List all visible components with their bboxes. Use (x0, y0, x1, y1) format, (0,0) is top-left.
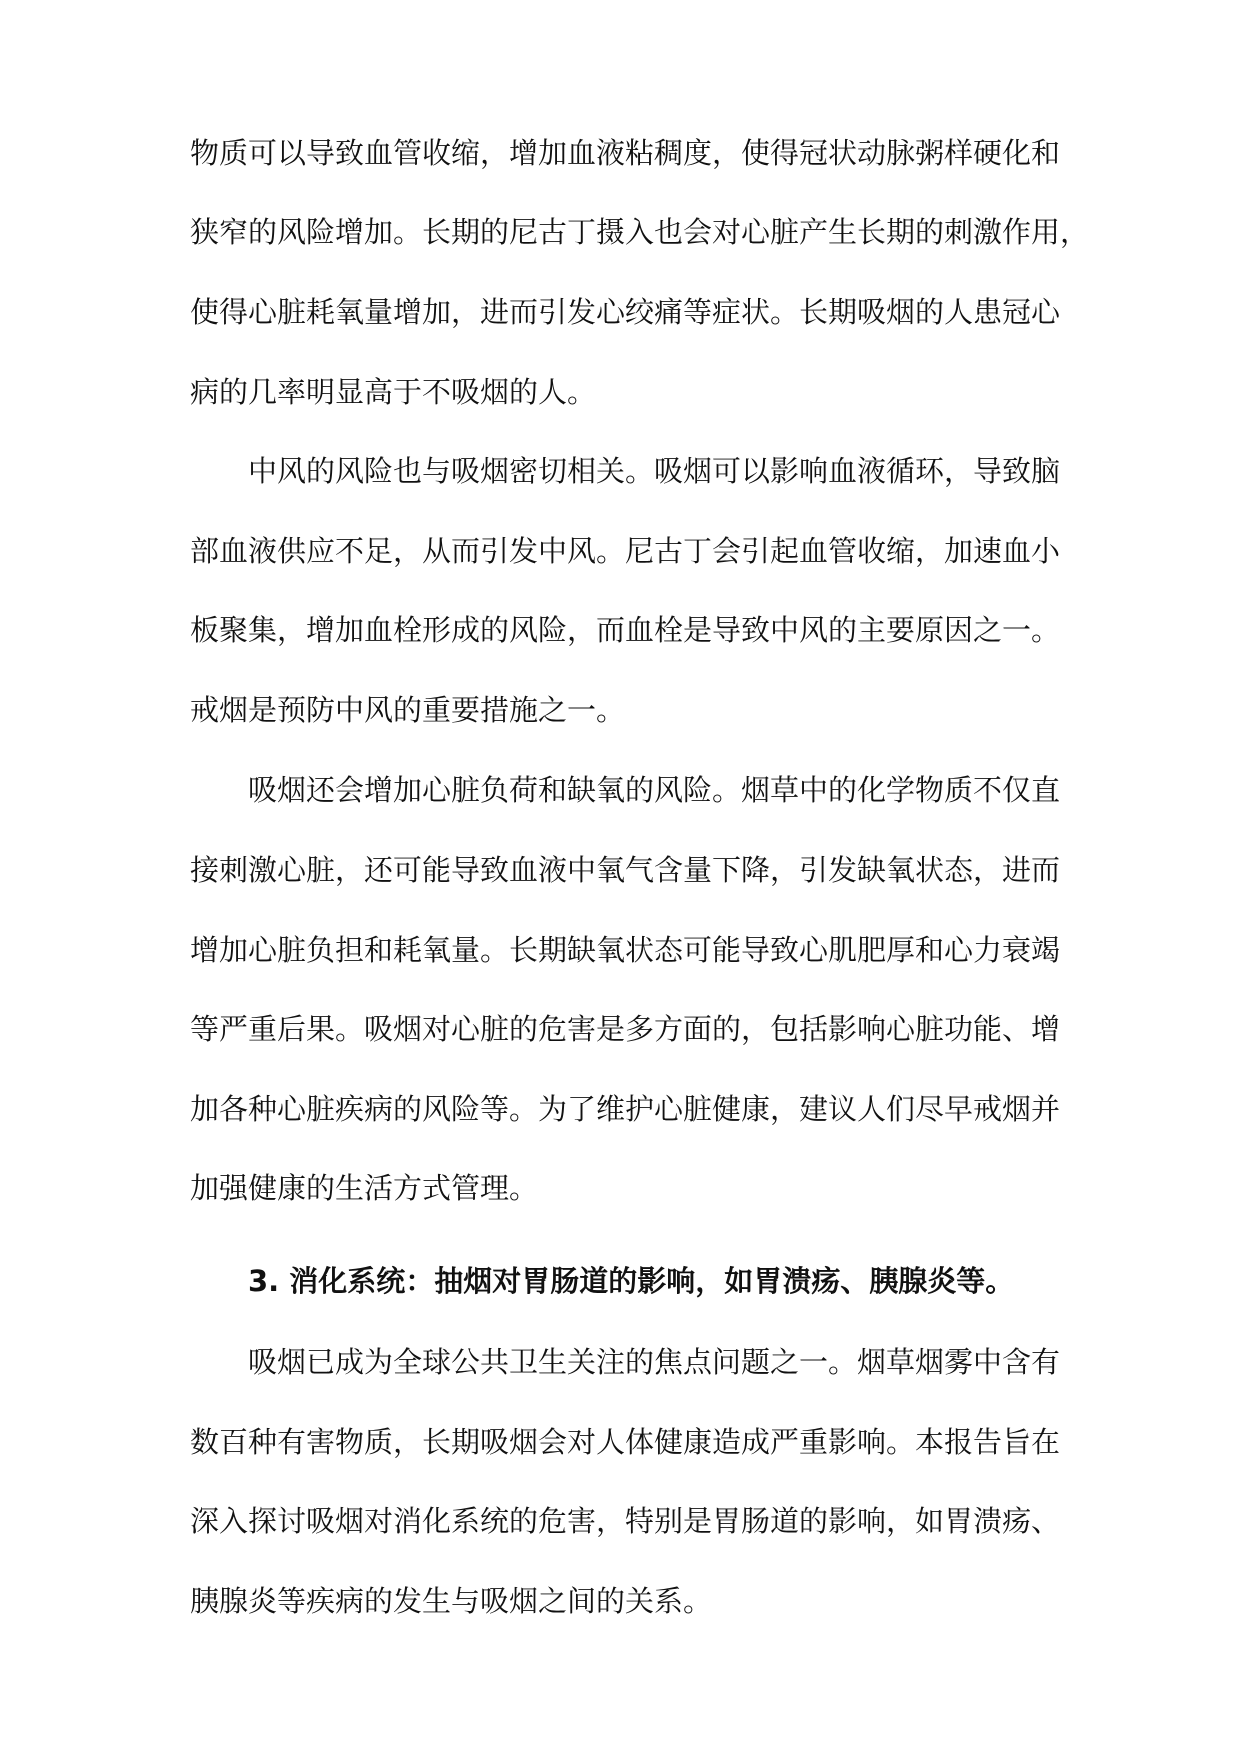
section-heading: 3. 消化系统：抽烟对胃肠道的影响，如胃溃疡、胰腺炎等。 (248, 1264, 1015, 1298)
paragraph-line: 等严重后果。吸烟对心脏的危害是多方面的，包括影响心脏功能、增 (190, 1012, 1061, 1046)
paragraph-line: 戒烟是预防中风的重要措施之一。 (190, 693, 626, 727)
paragraph-line: 加强健康的生活方式管理。 (190, 1171, 539, 1205)
paragraph-line: 使得心脏耗氧量增加，进而引发心绞痛等症状。长期吸烟的人患冠心 (190, 295, 1061, 329)
paragraph-line: 吸烟还会增加心脏负荷和缺氧的风险。烟草中的化学物质不仅直 (248, 773, 1061, 807)
paragraph-line: 增加心脏负担和耗氧量。长期缺氧状态可能导致心肌肥厚和心力衰竭 (190, 933, 1061, 967)
paragraph-line: 加各种心脏疾病的风险等。为了维护心脏健康，建议人们尽早戒烟并 (190, 1092, 1061, 1126)
paragraph-line: 物质可以导致血管收缩，增加血液粘稠度，使得冠状动脉粥样硬化和 (190, 136, 1061, 170)
paragraph-line: 病的几率明显高于不吸烟的人。 (190, 375, 597, 409)
paragraph-line: 接刺激心脏，还可能导致血液中氧气含量下降，引发缺氧状态，进而 (190, 853, 1061, 887)
paragraph-line: 部血液供应不足，从而引发中风。尼古丁会引起血管收缩，加速血小 (190, 534, 1061, 568)
paragraph-line: 中风的风险也与吸烟密切相关。吸烟可以影响血液循环，导致脑 (248, 454, 1061, 488)
paragraph-line: 数百种有害物质，长期吸烟会对人体健康造成严重影响。本报告旨在 (190, 1425, 1061, 1459)
paragraph-line: 吸烟已成为全球公共卫生关注的焦点问题之一。烟草烟雾中含有 (248, 1345, 1061, 1379)
paragraph-line: 狭窄的风险增加。长期的尼古丁摄入也会对心脏产生长期的刺激作用， (190, 215, 1090, 249)
paragraph-line: 板聚集，增加血栓形成的风险，而血栓是导致中风的主要原因之一。 (190, 613, 1061, 647)
paragraph-line: 深入探讨吸烟对消化系统的危害，特别是胃肠道的影响，如胃溃疡、 (190, 1504, 1061, 1538)
paragraph-line: 胰腺炎等疾病的发生与吸烟之间的关系。 (190, 1584, 713, 1618)
